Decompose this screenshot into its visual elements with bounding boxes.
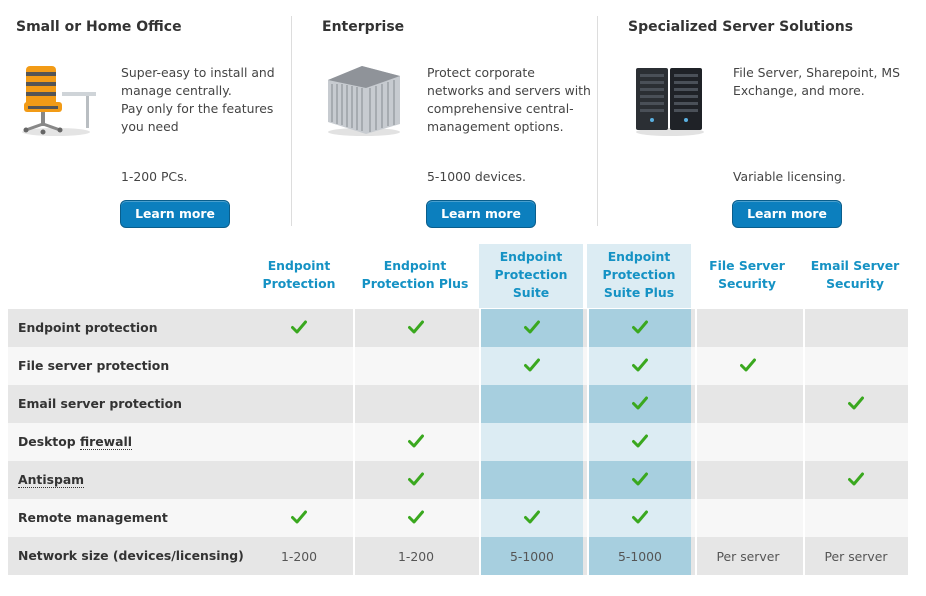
table-cell (247, 537, 351, 575)
server-racks-image (322, 62, 402, 138)
table-cell (247, 347, 351, 385)
table-cell (247, 385, 351, 423)
table-cell (803, 499, 907, 537)
table-cell (247, 309, 351, 347)
table-cell (587, 309, 691, 347)
column-header-email-server-security[interactable]: Email Server Security (810, 258, 900, 291)
table-cell (353, 499, 477, 537)
table-cell (695, 385, 799, 423)
checkmark-icon (632, 396, 648, 413)
table-cell (587, 423, 691, 461)
product-enterprise (322, 0, 598, 230)
learn-more-button-server-solutions[interactable]: Learn more (732, 200, 842, 228)
row-label[interactable] (18, 461, 84, 499)
checkmark-icon (632, 358, 648, 375)
column-header-file-server-security[interactable]: File Server Security (709, 258, 785, 291)
table-cell (695, 461, 799, 499)
table-cell (353, 385, 477, 423)
checkmark-icon (408, 434, 424, 451)
checkmark-icon (408, 320, 424, 337)
product-size: 1-200 PCs. (121, 169, 188, 184)
product-description: Super-easy to install and manage centrally. Pay only for the features you need (121, 65, 275, 134)
table-row (8, 347, 908, 385)
table-cell (479, 423, 583, 461)
product-small-office (16, 0, 292, 230)
product-title: Enterprise (322, 19, 405, 35)
cell-value: 5-1000 (618, 548, 662, 564)
checkmark-icon (632, 472, 648, 489)
table-cell (479, 499, 583, 537)
table-cell (247, 461, 351, 499)
product-description: Protect corporate networks and servers with comprehensive central- management options. (427, 65, 591, 134)
product-overview (0, 0, 926, 240)
tower-servers-image (628, 62, 708, 138)
product-server-solutions (628, 0, 918, 230)
learn-more-button-enterprise[interactable]: Learn more (426, 200, 536, 228)
cell-value: Per server (716, 548, 780, 564)
cell-value: Per server (824, 548, 888, 564)
table-cell (587, 461, 691, 499)
learn-more-button-small-office[interactable]: Learn more (120, 200, 230, 228)
table-cell (479, 537, 583, 575)
checkmark-icon (848, 472, 864, 489)
column-header-endpoint-protection-suite-plus[interactable]: Endpoint Protection Suite Plus (602, 249, 676, 300)
table-row (8, 309, 908, 347)
column-header-endpoint-protection[interactable]: Endpoint Protection (262, 258, 336, 291)
product-title: Small or Home Office (16, 19, 182, 35)
product-description: File Server, Sharepoint, MS Exchange, and more. (733, 65, 900, 98)
table-row (8, 461, 908, 499)
table-cell (247, 423, 351, 461)
table-cell (695, 499, 799, 537)
row-label: Network size (devices/licensing) (18, 548, 244, 563)
table-cell (695, 537, 799, 575)
row-label[interactable]: Desktop firewall (18, 434, 132, 449)
checkmark-icon (408, 510, 424, 527)
table-row (8, 385, 908, 423)
office-chair-image (16, 62, 96, 138)
table-row (8, 499, 908, 537)
table-cell (695, 347, 799, 385)
table-cell (803, 537, 907, 575)
table-cell (353, 423, 477, 461)
table-cell (479, 309, 583, 347)
table-cell (353, 309, 477, 347)
table-cell (587, 537, 691, 575)
product-size: Variable licensing. (733, 169, 846, 184)
cell-value: 1-200 (280, 548, 317, 564)
table-cell (803, 347, 907, 385)
table-cell (803, 309, 907, 347)
table-cell (479, 347, 583, 385)
table-cell (353, 461, 477, 499)
table-cell (803, 461, 907, 499)
checkmark-icon (291, 320, 307, 337)
row-label: File server protection (18, 358, 170, 373)
table-cell (247, 499, 351, 537)
tooltip-term[interactable]: firewall (79, 434, 132, 449)
table-cell (587, 385, 691, 423)
column-divider (597, 16, 598, 226)
checkmark-icon (632, 434, 648, 451)
table-row (8, 537, 908, 575)
checkmark-icon (632, 510, 648, 527)
table-cell (803, 423, 907, 461)
checkmark-icon (740, 358, 756, 375)
table-cell (695, 423, 799, 461)
column-header-endpoint-protection-plus[interactable]: Endpoint Protection Plus (361, 258, 469, 291)
checkmark-icon (848, 396, 864, 413)
checkmark-icon (524, 358, 540, 375)
tooltip-term[interactable]: Antispam (18, 472, 85, 487)
product-size: 5-1000 devices. (427, 169, 526, 184)
table-cell (353, 537, 477, 575)
checkmark-icon (632, 320, 648, 337)
column-header-endpoint-protection-suite[interactable]: Endpoint Protection Suite (494, 249, 568, 300)
checkmark-icon (524, 510, 540, 527)
checkmark-icon (291, 510, 307, 527)
checkmark-icon (524, 320, 540, 337)
table-cell (587, 499, 691, 537)
table-cell (479, 461, 583, 499)
checkmark-icon (408, 472, 424, 489)
table-cell (479, 385, 583, 423)
cell-value: 5-1000 (510, 548, 554, 564)
row-label: Remote management (18, 510, 168, 525)
row-label: Email server protection (18, 396, 183, 411)
row-label: Endpoint protection (18, 320, 158, 335)
table-cell (587, 347, 691, 385)
table-cell (353, 347, 477, 385)
table-row (8, 423, 908, 461)
column-divider (291, 16, 292, 226)
product-title: Specialized Server Solutions (628, 19, 854, 35)
table-cell (803, 385, 907, 423)
cell-value: 1-200 (397, 548, 434, 564)
table-cell (695, 309, 799, 347)
